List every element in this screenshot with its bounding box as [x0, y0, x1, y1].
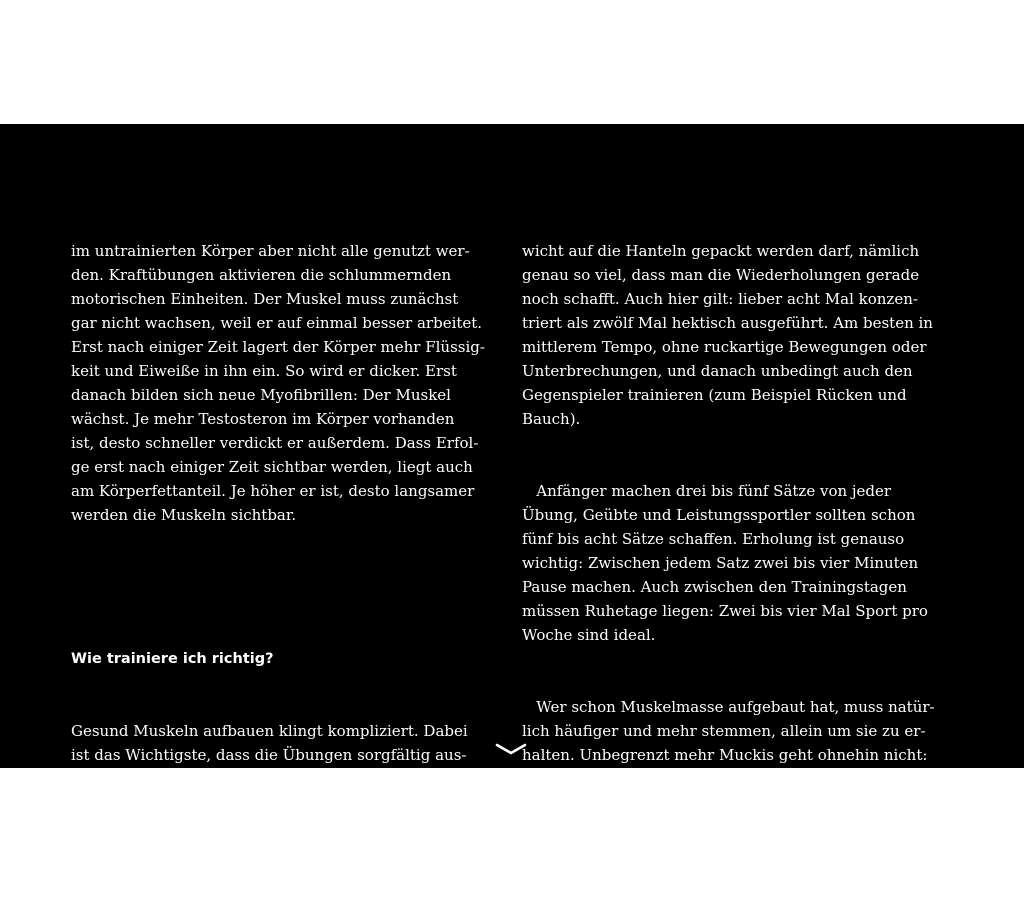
text-line: danach bilden sich neue Myofibrillen: Der Muskel [71, 386, 451, 404]
right-column [522, 191, 962, 863]
text-line: keit und Eiweiße in ihn ein. So wird er dicker. Erst [71, 362, 457, 380]
paragraph-gap [71, 575, 506, 599]
text-line: ge erst nach einiger Zeit sichtbar werden, liegt auch [71, 458, 473, 476]
text-line: gar nicht wachsen, weil er auf einmal besser arbeitet. [71, 314, 483, 332]
text-line: wächst. Je mehr Testosteron im Körper vorhanden [71, 410, 455, 428]
text-line: werden die Muskeln sichtbar. [71, 506, 297, 524]
text-line: Erst nach einiger Zeit lagert der Körper mehr Flüssig- [71, 338, 485, 356]
text-line: gen führen nicht zu mehr Kraft in Rücken und Armen. [71, 794, 484, 812]
text-line: mittlerem Tempo, ohne ruckartige Bewegungen oder [522, 338, 927, 356]
text-line: halten. Unbegrenzt mehr Muckis geht ohnehin nicht: [522, 746, 928, 764]
text-line: fünf bis acht Sätze schaffen. Erholung ist genauso [522, 530, 905, 548]
chevron-down-icon-svg [495, 742, 527, 758]
text-line: Wer schon Muskelmasse aufgebaut hat, muss natür- [522, 698, 935, 716]
right-paragraph-3 [522, 695, 962, 815]
section-heading: Wie trainiere ich richtig? [71, 651, 274, 667]
article-page [0, 124, 1024, 860]
text-line: ist, desto schneller verdickt er außerdem. Dass Erfol- [71, 434, 479, 452]
text-line: Gegenspieler trainieren (zum Beispiel Rücken und [522, 386, 907, 404]
text-line: müssen Ruhetage liegen: Zwei bis vier Mal Sport pro [522, 602, 928, 620]
text-line: im untrainierten Körper aber nicht alle genutzt wer- [71, 242, 470, 260]
text-line: Pause machen. Auch zwischen den Trainingstagen [522, 578, 907, 596]
text-line: genau so viel, dass man die Wiederholungen gerade [522, 266, 920, 284]
right-paragraph-2 [522, 479, 962, 647]
text-line: Gesund Muskeln aufbauen klingt kompliziert. Dabei [71, 722, 468, 740]
right-paragraph-1 [522, 239, 962, 431]
text-line: Jede Übung sollte pro Satz acht bis zwölf Mal wieder- [71, 818, 481, 836]
text-line: holt werden. Diese Zahl gibt auch vor, wie viel Ge- [71, 842, 456, 860]
text-line: geführt werden. Schnelle und schlampige Bewegun- [71, 770, 470, 788]
top-blank-area [0, 0, 1024, 124]
text-line: Bauch). [522, 410, 581, 428]
text-line: den. Kraftübungen aktivieren die schlummernden [71, 266, 452, 284]
left-column [71, 191, 506, 911]
text-line: triert als zwölf Mal hektisch ausgeführt. Am besten in [522, 314, 933, 332]
text-line: motorischen Einheiten. Der Muskel muss zunächst [71, 290, 459, 308]
text-line: lich häufiger und mehr stemmen, allein um sie zu er- [522, 722, 926, 740]
text-line: wicht auf die Hanteln gepackt werden darf, nämlich [522, 242, 920, 260]
text-line: über die er nicht hinauskommt. [522, 794, 763, 812]
text-line: noch schafft. Auch hier gilt: lieber acht Mal konzen- [522, 290, 918, 308]
text-line: Anfänger machen drei bis fünf Sätze von jeder [522, 482, 892, 500]
text-line: Jeder Mensch hat seine eigene genetische Grenze, [522, 770, 908, 788]
text-line: ist das Wichtigste, dass die Übungen sorgfältig aus- [71, 746, 467, 764]
text-line: am Körperfettanteil. Je höher er ist, desto langsamer [71, 482, 475, 500]
text-line: Übung, Geübte und Leistungssportler sollten schon [522, 506, 916, 524]
text-line: wichtig: Zwischen jedem Satz zwei bis vier Minuten [522, 554, 919, 572]
text-line: Unterbrechungen, und danach unbedingt auch den [522, 362, 913, 380]
left-paragraph-2 [71, 719, 506, 863]
left-paragraph-1 [71, 239, 506, 527]
text-line: Woche sind ideal. [522, 626, 656, 644]
chevron-down-icon[interactable] [495, 742, 527, 758]
